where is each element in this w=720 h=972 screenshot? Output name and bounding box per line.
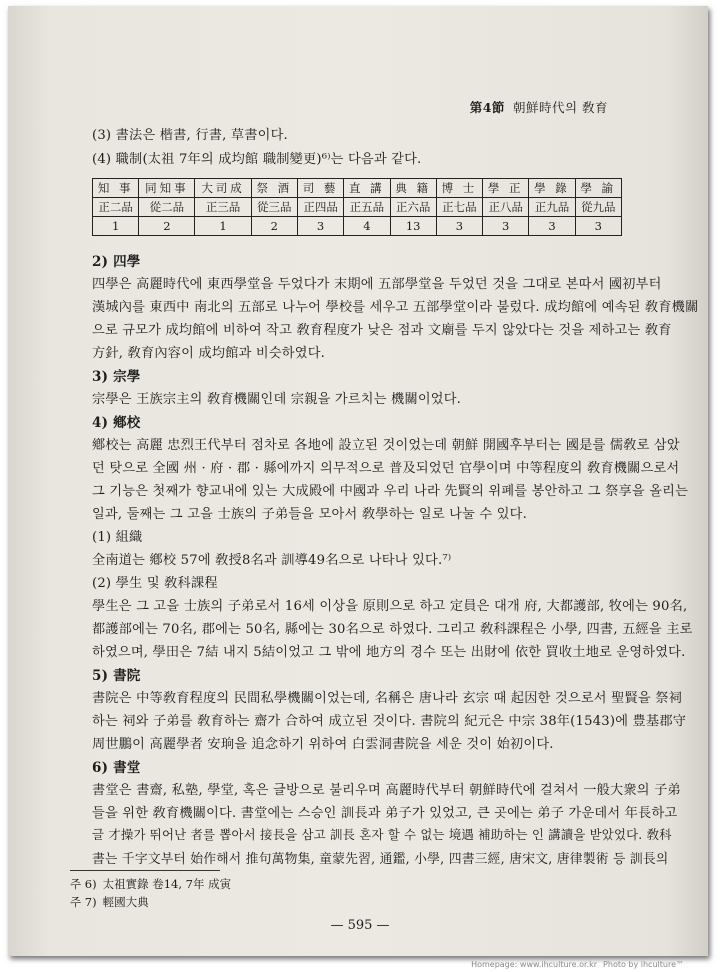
table-cell: 學 正 — [483, 179, 529, 198]
paragraph-line: 書堂은 書齋, 私塾, 學堂, 혹은 글방으로 불리우며 高麗時代부터 朝鮮時代에 걸쳐서 一般大衆의 子弟 — [92, 783, 681, 798]
paragraph-line: 宗學은 王族宗主의 敎育機關인데 宗親을 가르치는 機關이었다. — [92, 392, 462, 407]
table-cell: 2 — [251, 217, 297, 236]
table-cell: 知 事 — [93, 179, 139, 198]
paragraph-line: 글 才操가 뛰어난 者를 뽑아서 接長을 삼고 訓長 혼자 할 수 없는 境遇 補助하는 인 講讀을 받았었다. 敎科 — [92, 827, 672, 842]
paragraph-line: 書院은 中等敎育程度의 民間私學機關이었는데, 名稱은 唐나라 玄宗 때 起因한 것으로서 聖賢을 祭祠 — [92, 691, 683, 706]
item-officials: (4) 職制(太祖 7年의 成均館 職制變更)⁶⁾는 다음과 같다. — [92, 152, 422, 167]
table-cell: 13 — [390, 217, 436, 236]
table-row-titles — [93, 179, 622, 198]
table-cell: 正二品 — [93, 198, 139, 217]
footnote-text: 太祖實錄 卷14, 7年 成寅 — [102, 877, 232, 891]
table-cell: 3 — [483, 217, 529, 236]
table-cell: 4 — [344, 217, 390, 236]
paragraph-line: 일과, 둘째는 그 고을 士族의 子弟들을 모아서 敎學하는 일로 나눌 수 있다. — [92, 507, 528, 522]
table-cell: 3 — [529, 217, 575, 236]
running-header-title: 朝鮮時代의 敎育 — [512, 100, 608, 115]
table-cell: 博 士 — [436, 179, 482, 198]
running-header — [470, 98, 608, 116]
footnote-text: 輕國大典 — [102, 895, 149, 909]
footnote-divider — [70, 870, 220, 871]
table-cell: 正七品 — [436, 198, 482, 217]
table-cell: 正八品 — [483, 198, 529, 217]
heading-hyanggyo: 4) 鄕校 — [92, 415, 141, 431]
subheading-organization: (1) 組織 — [92, 530, 143, 545]
paragraph-line: 鄕校는 高麗 忠烈王代부터 점차로 各地에 設立된 것이었는데 朝鮮 開國후부터는 國是를 儒敎로 삼았 — [92, 438, 680, 453]
paragraph-line: 으로 규모가 成均館에 비하여 작고 敎育程度가 낮은 점과 文廟를 두지 않았다는 것을 제하고는 敎育 — [92, 323, 672, 338]
table-cell: 3 — [297, 217, 343, 236]
paragraph-line: 들을 위한 敎育機關이다. 書堂에는 스승인 訓長과 弟子가 있었고, 큰 곳에는 弟子 가운데서 年長하고 — [92, 806, 678, 821]
paragraph-line: 漢城內를 東西中 南北의 五部로 나누어 學校를 세우고 五部學堂이라 불렀다. 成均館에 예속된 敎育機關 — [92, 300, 699, 315]
paragraph-line: 四學은 高麗時代에 東西學堂을 두었다가 末期에 五部學堂을 두었던 것을 그대로 본따서 國初부터 — [92, 277, 662, 292]
official-ranks-table — [92, 178, 622, 236]
table-cell: 祭 酒 — [251, 179, 297, 198]
paragraph-line: 周世鵬이 高麗學者 安珦을 追念하기 위하여 白雲洞書院을 세운 것이 始初이다. — [92, 737, 554, 752]
table-cell: 直 講 — [344, 179, 390, 198]
table-cell: 正九品 — [529, 198, 575, 217]
table-cell: 正四品 — [297, 198, 343, 217]
table-cell: 從二品 — [139, 198, 195, 217]
footnote-7 — [70, 894, 149, 910]
item-calligraphy: (3) 書法은 楷書, 行書, 草書이다. — [92, 128, 288, 143]
heading-jonghak: 3) 宗學 — [92, 369, 141, 385]
paragraph-line: 하였으며, 學田은 7結 내지 5結이었고 그 밖에 地方의 경수 또는 出財에 依한 買收土地로 운영하였다. — [92, 645, 686, 660]
image-credit — [465, 960, 684, 969]
table-cell: 3 — [436, 217, 482, 236]
table-cell: 學 錄 — [529, 179, 575, 198]
table-cell: 司 藝 — [297, 179, 343, 198]
table-cell: 從三品 — [251, 198, 297, 217]
paragraph-line: 그 기능은 첫째가 향교내에 있는 大成殿에 中國과 우리 나라 先賢의 위폐를 봉안하고 그 祭享을 올리는 — [92, 484, 689, 499]
paragraph-line: 學生은 그 고을 士族의 子弟로서 16세 이상을 原則으로 하고 定員은 대개 府, 大都護部, 牧에는 90名, — [92, 599, 688, 614]
paragraph-line: 全南道는 鄕校 57에 敎授8名과 訓導49名으로 나타나 있다.⁷⁾ — [92, 553, 452, 568]
table-row-counts — [93, 217, 622, 236]
table-cell: 正五品 — [344, 198, 390, 217]
table-cell: 同知事 — [139, 179, 195, 198]
credit-photo: Photo by ihculture™ — [603, 960, 684, 969]
table-cell: 大司成 — [195, 179, 251, 198]
footnote-number: 주 6) — [70, 877, 97, 891]
page-number: — 595 — — [330, 918, 390, 933]
footnote-6 — [70, 876, 231, 892]
table-cell: 典 籍 — [390, 179, 436, 198]
running-header-section: 第4節 — [469, 100, 505, 115]
table-cell: 1 — [195, 217, 251, 236]
paragraph-line: 던 탓으로 全國 州 · 府 · 郡 · 縣에까지 의무적으로 普及되었던 官學이며 中等程度의 敎育機關으로서 — [92, 461, 680, 476]
table-cell: 1 — [93, 217, 139, 236]
table-cell: 從九品 — [575, 198, 621, 217]
paragraph-line: 書는 千字文부터 始作해서 推句萬物集, 童蒙先習, 通鑑, 小學, 四書三經, 唐宋文, 唐律製術 등 訓長의 — [92, 852, 669, 867]
heading-seodang: 6) 書堂 — [92, 760, 141, 776]
table-cell: 學 諭 — [575, 179, 621, 198]
table-cell: 2 — [139, 217, 195, 236]
table-cell: 3 — [575, 217, 621, 236]
footnote-number: 주 7) — [70, 895, 97, 909]
table-row-ranks — [93, 198, 622, 217]
credit-homepage: Homepage: www.ihculture.or.kr — [471, 960, 598, 969]
table-cell: 正三品 — [195, 198, 251, 217]
table-cell: 正六品 — [390, 198, 436, 217]
paragraph-line: 都護部에는 70名, 郡에는 50名, 縣에는 30名으로 하였다. 그리고 敎科課程은 小學, 四書, 五經을 主로 — [92, 622, 693, 637]
paragraph-line: 方針, 敎育內容이 成均館과 비슷하였다. — [92, 346, 326, 361]
subheading-students-curriculum: (2) 學生 및 敎科課程 — [92, 576, 218, 591]
paragraph-line: 하는 祠와 子弟를 敎育하는 齋가 合하여 成立된 것이다. 書院의 紀元은 中宗 38年(1543)에 豊基郡守 — [92, 714, 687, 729]
heading-sahak: 2) 四學 — [92, 254, 141, 270]
heading-seowon: 5) 書院 — [92, 668, 141, 684]
